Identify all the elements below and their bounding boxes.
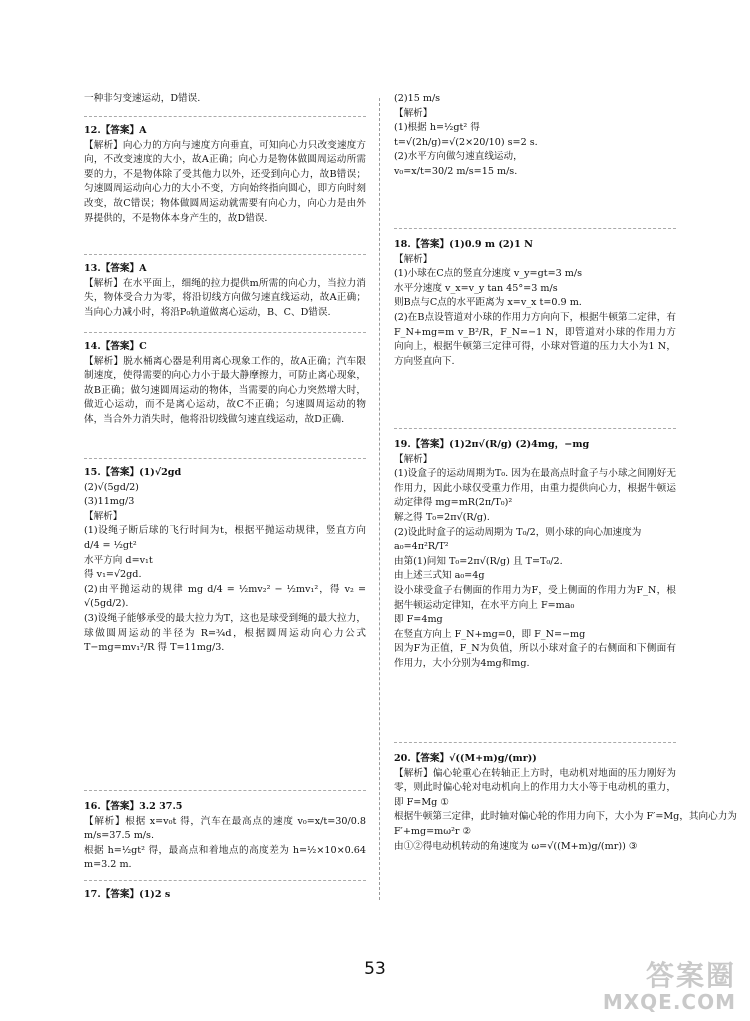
answer-line: 【解析】向心力的方向与速度方向垂直，可知向心力只改变速度方向，不改变速度的大小，故A正确；向心力是物体做圆周运动所需要的力，不是物体除了受其他力以外，还受到向心力，故B错误；匀速圆周运动向心力的大小不变，方向始终指向圆心，即方向时刻改变，故C错误；物体做圆周运动就需要有向心力，向心力是由外界提供的，不是物体本身产生的，故D错误. bbox=[84, 139, 366, 224]
answer-heading: 19.【答案】(1)2π√(R/g) (2)4mg，−mg bbox=[394, 439, 590, 450]
answer-line: 【解析】 bbox=[394, 453, 433, 465]
answer-line: 【解析】在水平面上，细绳的拉力提供m所需的向心力，当拉力消失，物体受合力为零，将沿切线方向做匀速直线运动，故A正确；当向心力减小时，将沿P₀轨道做离心运动，B、C、D错误. bbox=[84, 277, 366, 318]
answer-line: 【解析】 bbox=[394, 107, 433, 119]
answer-block bbox=[84, 262, 366, 320]
answer-line: (1)根据 h=½gt² 得 bbox=[394, 122, 480, 134]
answer-heading: (2)15 m/s bbox=[394, 93, 441, 104]
answer-line: (2)√(5gd/2) bbox=[84, 481, 139, 493]
answer-line: a₀=4π²R/T² bbox=[394, 541, 449, 553]
answer-block bbox=[394, 238, 676, 369]
answer-line: 因为F为正值，F_N为负值，所以小球对盒子的右侧面和下侧面有作用力，大小分别为4mg和mg. bbox=[394, 643, 676, 669]
block-separator bbox=[84, 458, 366, 459]
answer-line: (1)设盒子的运动周期为T₀. 因为在最高点时盒子与小球之间刚好无作用力，因此小球仅受重力作用，由重力提供向心力，根据牛顿运动定律得 mg=mR(2π/T₀)² bbox=[394, 468, 676, 509]
answer-heading: 17.【答案】(1)2 s bbox=[84, 889, 171, 900]
answer-line: 即 F=4mg bbox=[394, 614, 443, 626]
answer-line: 【解析】根据 x=v₀t 得，汽车在最高点的速度 v₀=x/t=30/0.8 m/s=37.5 m/s. bbox=[84, 815, 366, 842]
answer-line: 由①②得电动机转动的角速度为 ω=√((M+m)g/(mr)) ③ bbox=[394, 840, 638, 852]
answer-heading: 14.【答案】C bbox=[84, 341, 147, 352]
watermark-logo bbox=[603, 961, 736, 1013]
answer-line: 在竖直方向上 F_N+mg=0，即 F_N=−mg bbox=[394, 628, 586, 640]
answer-line: F′+mg=mω²r ② bbox=[394, 825, 472, 837]
answer-heading: 20.【答案】√((M+m)g/(mr)) bbox=[394, 753, 537, 764]
answer-block bbox=[84, 124, 366, 226]
block-separator bbox=[84, 254, 366, 255]
page-number: 53 bbox=[364, 959, 386, 979]
answer-heading: 18.【答案】(1)0.9 m (2)1 N bbox=[394, 239, 533, 250]
answer-line: 由上述三式知 a₀=4g bbox=[394, 570, 485, 582]
block-separator bbox=[84, 790, 366, 791]
block-separator bbox=[394, 428, 676, 429]
answer-heading: 16.【答案】3.2 37.5 bbox=[84, 801, 183, 812]
block-separator bbox=[84, 116, 366, 117]
answer-heading: 15.【答案】(1)√2gd bbox=[84, 467, 182, 478]
block-separator bbox=[394, 228, 676, 229]
watermark-text-en: MXQE.COM bbox=[602, 990, 736, 1014]
answer-block bbox=[84, 800, 366, 873]
answer-block bbox=[394, 752, 737, 854]
answer-block bbox=[84, 466, 366, 656]
answer-line: (3)设绳子能够承受的最大拉力为T，这也是球受到绳的最大拉力，球做圆周运动的半径为 R=¾d，根据圆周运动向心力公式 T−mg=mv₁²/R 得 T=11mg/3. bbox=[84, 612, 366, 654]
answer-block bbox=[394, 438, 676, 672]
block-separator bbox=[84, 332, 366, 333]
answer-line: 得 v₁=√2gd. bbox=[84, 569, 142, 581]
answer-line: v₀=x/t=30/2 m/s=15 m/s. bbox=[394, 165, 518, 177]
answer-heading: 12.【答案】A bbox=[84, 125, 147, 136]
answer-line: 则B点与C点的水平距离为 x=v_x t=0.9 m. bbox=[394, 297, 582, 309]
answer-line: t=√(2h/g)=√(2×20/10) s=2 s. bbox=[394, 136, 538, 148]
answer-line: (3)11mg/3 bbox=[84, 496, 135, 508]
watermark-text-cn: 答案圈 bbox=[645, 959, 736, 992]
answer-line: 水平方向 d=v₁t bbox=[84, 554, 153, 566]
answer-line: 设小球受盒子右侧面的作用力为F，受上侧面的作用力为F_N，根据牛顿运动定律知，在水平方向上 F=ma₀ bbox=[394, 584, 676, 611]
answer-line: 水平分速度 v_x=v_y tan 45°=3 m/s bbox=[394, 282, 558, 294]
answer-line: (2)由平抛运动的规律 mg d/4 = ½mv₂² − ½mv₁²，得 v₂ = √(5gd/2). bbox=[84, 583, 366, 610]
answer-line: 根据牛顿第三定律，此时轴对偏心轮的作用力向下，大小为 F′=Mg，其向心力为 bbox=[394, 811, 737, 823]
answer-line: 解之得 T₀=2π√(R/g). bbox=[394, 511, 490, 523]
answer-line: (1)设绳子断后球的飞行时间为t，根据平抛运动规律，竖直方向 d/4 = ½gt² bbox=[84, 525, 366, 551]
block-separator bbox=[394, 742, 676, 743]
answer-block bbox=[84, 888, 366, 903]
answer-line: 根据 h=½gt² 得，最高点和着地点的高度差为 h=½×10×0.64 m=3.2 m. bbox=[84, 844, 366, 871]
answer-line: (2)水平方向做匀速直线运动， bbox=[394, 151, 523, 163]
answer-line: (1)小球在C点的竖直分速度 v_y=gt=3 m/s bbox=[394, 268, 583, 280]
answer-block bbox=[84, 340, 366, 428]
answer-line: 由第(1)问知 T₀=2π√(R/g) 且 T=T₀/2. bbox=[394, 555, 563, 567]
column-divider bbox=[379, 98, 380, 900]
block-separator bbox=[84, 880, 366, 881]
answer-line: 【解析】脱水桶离心器是利用离心现象工作的，故A正确；汽车限制速度，使得需要的向心力小于最大静摩擦力，可防止离心现象，故B正确；做匀速圆周运动的物体，当需要的向心力突然增大时，做近心运动，而不是离心运动，故C不正确；匀速圆周运动的物体，当合外力消失时，他将沿切线做匀速直线运动，故D正确. bbox=[84, 355, 366, 425]
answer-block bbox=[394, 92, 676, 180]
answer-line: (2)设此时盒子的运动周期为 T₀/2，则小球的向心加速度为 bbox=[394, 526, 642, 538]
answer-line: 【解析】 bbox=[394, 253, 433, 265]
answer-heading: 一种非匀变速运动，D错误. bbox=[84, 93, 201, 104]
answer-line: (2)在B点设管道对小球的作用力方向向下，根据牛顿第二定律，有 F_N+mg=m v_B²/R，F_N=−1 N，即管道对小球的作用力方向向上，根据牛顿第三定律可得，小球对管道的压力大小为1 N，方向竖直向下. bbox=[394, 311, 676, 367]
answer-heading: 13.【答案】A bbox=[84, 263, 147, 274]
answer-line: 【解析】偏心轮重心在转轴正上方时，电动机对地面的压力刚好为零，则此时偏心轮对电动机向上的作用力大小等于电动机的重力，即 F=Mg ① bbox=[394, 767, 676, 808]
answer-line: 【解析】 bbox=[84, 510, 123, 522]
answer-block bbox=[84, 92, 366, 107]
